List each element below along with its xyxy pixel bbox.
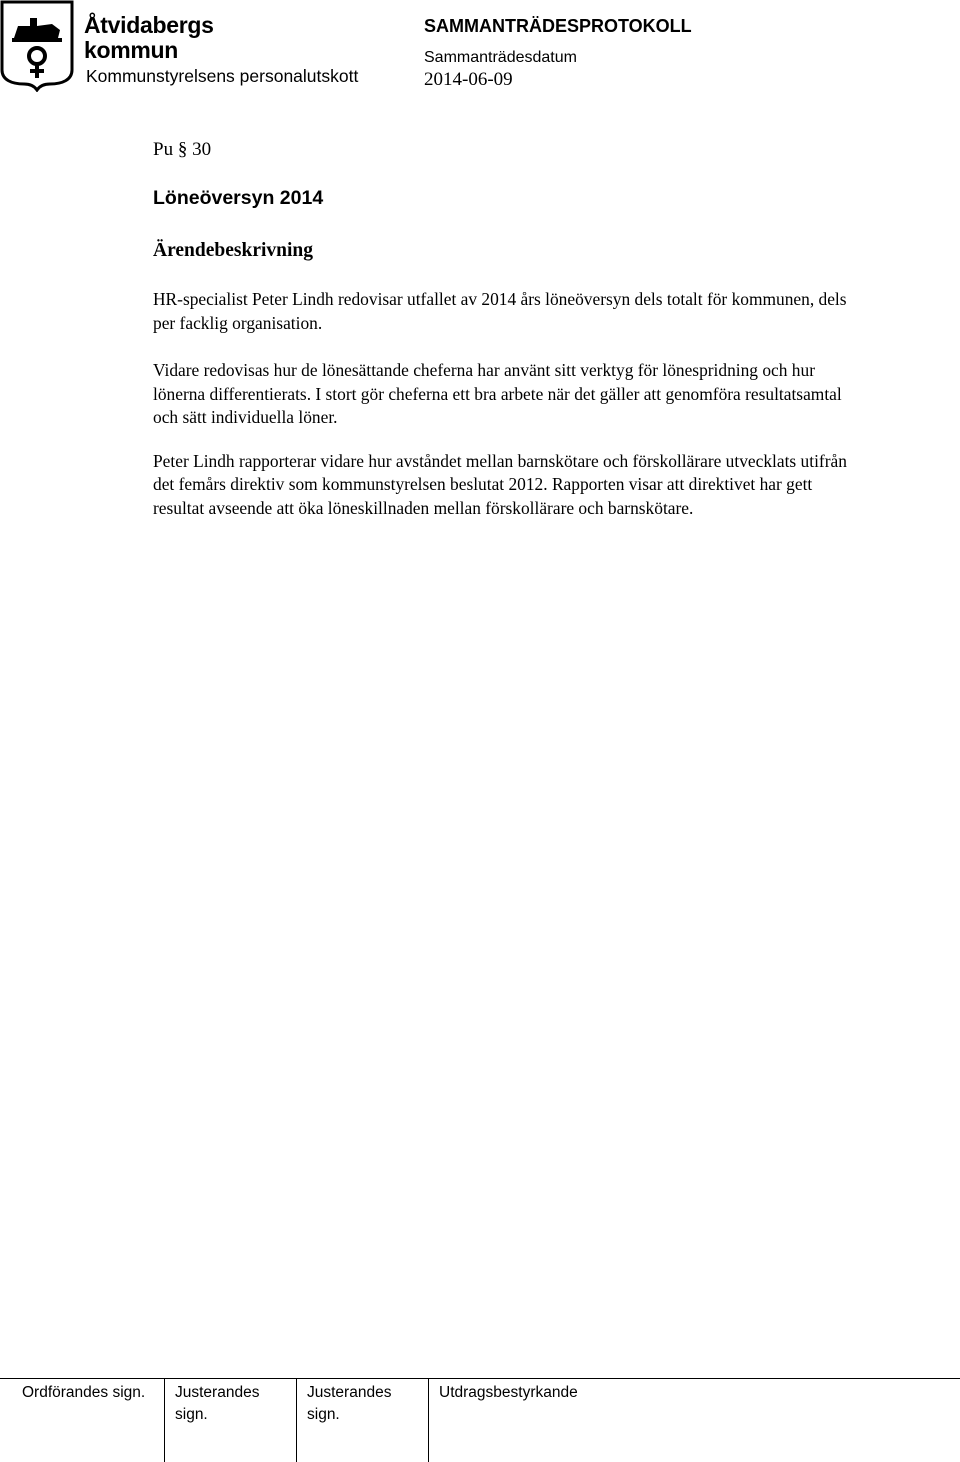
- section-heading: Ärendebeskrivning: [153, 240, 313, 261]
- municipality-coat-of-arms-icon: [0, 0, 74, 92]
- body-paragraph: Vidare redovisas hur de lönesättande cheferna har använt sitt verktyg för lönespridning och hur lönerna differentierats. I stort gör cheferna ett bra arbete när det gäller att genomföra resultatsamtal och sätt individuella löner.: [153, 360, 842, 427]
- signature-table: [0, 1378, 960, 1462]
- meeting-date-value: 2014-06-09: [424, 69, 513, 90]
- adjuster1-label-line1: Justerandes: [175, 1384, 260, 1401]
- body-paragraph: HR-specialist Peter Lindh redovisar utfallet av 2014 års löneöversyn dels totalt för kommunen, dels per facklig organisation.: [153, 289, 847, 333]
- adjuster2-signature-cell: [296, 1379, 437, 1462]
- chair-signature-label: Ordförandes sign.: [22, 1384, 146, 1401]
- paragraph-number: Pu § 30: [153, 139, 212, 160]
- adjuster1-label-line2: sign.: [175, 1406, 208, 1423]
- meeting-date-label: Sammanträdesdatum: [424, 49, 577, 66]
- municipality-name-line2: kommun: [84, 37, 179, 63]
- adjuster2-label-line1: Justerandes: [307, 1384, 392, 1401]
- item-title: Löneöversyn 2014: [153, 187, 324, 209]
- extract-certifier-cell: [428, 1379, 739, 1462]
- protocol-body: [153, 139, 853, 520]
- adjuster2-label-line2: sign.: [307, 1406, 340, 1423]
- municipality-name: [84, 13, 214, 63]
- municipality-name-line1: Åtvidabergs: [84, 12, 214, 38]
- extract-certifier-label: Utdragsbestyrkande: [439, 1384, 578, 1401]
- chair-signature-cell: [22, 1379, 162, 1462]
- adjuster1-signature-cell: [164, 1379, 305, 1462]
- document-type: SAMMANTRÄDESPROTOKOLL: [424, 16, 692, 36]
- committee-name: Kommunstyrelsens personalutskott: [86, 66, 359, 86]
- body-paragraph: Peter Lindh rapporterar vidare hur avståndet mellan barnskötare och förskollärare utvecklats utifrån det femårs direktiv som kommunstyrelsen beslutat 2012. Rapporten visar att direktivet har gett resultat avseende att öka löneskillnaden mellan förskollärare och barnskötare.: [153, 450, 847, 518]
